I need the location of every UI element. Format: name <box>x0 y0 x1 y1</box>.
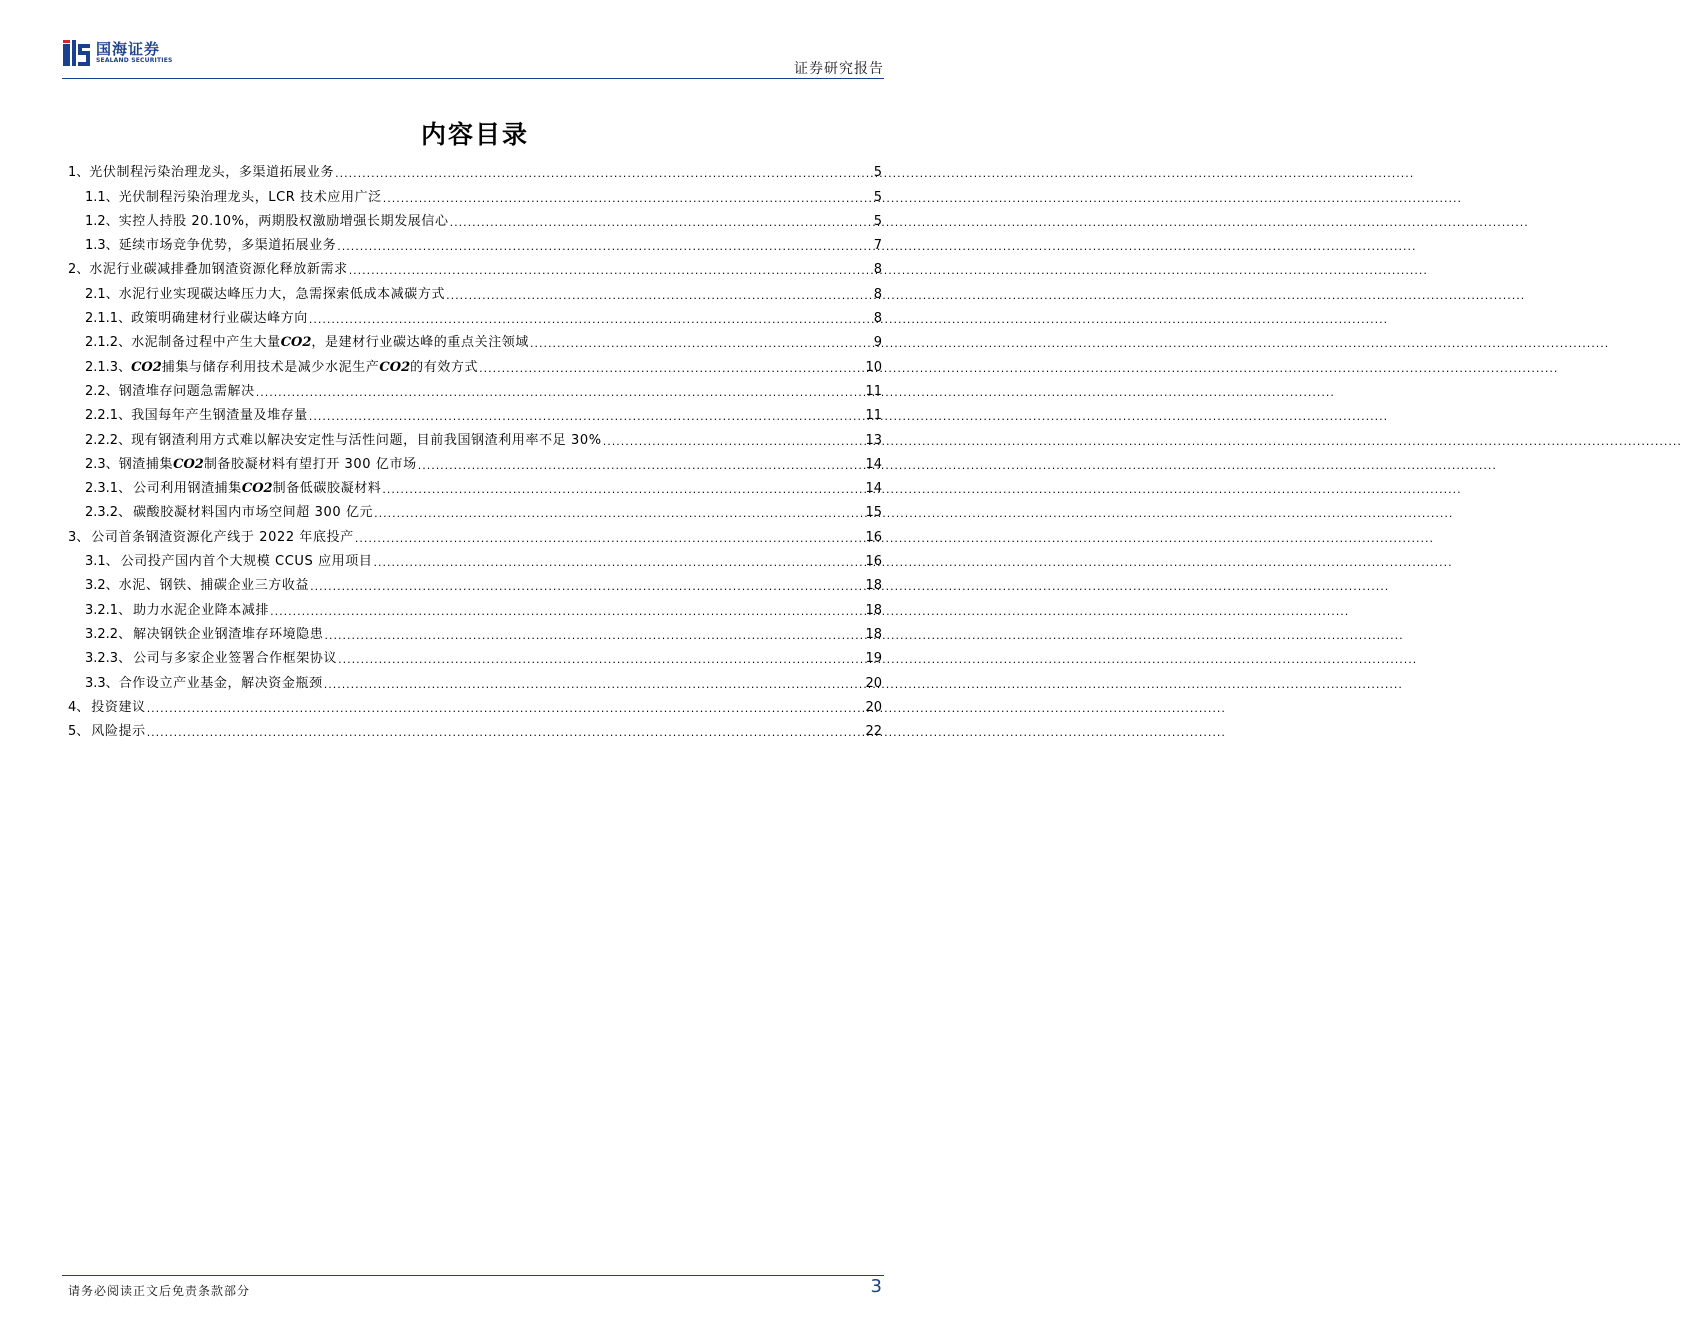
toc-section-number: 2.2、 <box>85 383 119 399</box>
toc-page-number: 10 <box>865 359 882 375</box>
toc-entry[interactable] <box>68 666 882 690</box>
toc-leader-dots <box>335 167 873 180</box>
toc-entry[interactable] <box>68 715 882 739</box>
toc-section-number: 2.1、 <box>85 286 119 302</box>
toc-section-title: 我国每年产生钢渣量及堆存量 <box>131 408 308 424</box>
toc-page-number: 8 <box>873 262 882 278</box>
toc-section-number: 2.2.2、 <box>85 432 132 448</box>
toc-leader-dots <box>324 678 865 691</box>
toc-section-number: 3.2.2、 <box>85 626 132 642</box>
toc-entry[interactable] <box>68 618 882 642</box>
toc-leader-dots <box>450 216 873 229</box>
toc-section-title: 水泥、钢铁、捕碳企业三方收益 <box>118 578 310 594</box>
toc-leader-dots <box>324 629 864 642</box>
toc-formula: CO2 <box>379 359 411 375</box>
toc-section-title: 助力水泥企业降本减排 <box>133 602 270 618</box>
footer-divider <box>62 1275 884 1276</box>
toc-entry[interactable] <box>68 253 882 277</box>
toc-entry[interactable] <box>68 593 882 617</box>
toc-page-number: 13 <box>865 432 882 448</box>
toc-entry[interactable] <box>68 545 882 569</box>
toc-leader-dots <box>309 313 873 326</box>
toc-page-number: 22 <box>865 724 882 740</box>
page-number: 3 <box>870 1276 882 1297</box>
toc-leader-dots <box>603 435 865 448</box>
toc-section-number: 4、 <box>68 699 90 715</box>
toc-leader-dots <box>373 556 864 569</box>
toc-title-part: 的有效方式 <box>410 359 479 375</box>
toc-entry[interactable] <box>68 423 882 447</box>
toc-entry[interactable] <box>68 350 882 374</box>
toc-entry[interactable] <box>68 496 882 520</box>
toc-section-title: 延续市场竞争优势，多渠道拓展业务 <box>118 238 337 254</box>
page-title: 内容目录 <box>420 120 529 149</box>
toc-leader-dots <box>338 653 864 666</box>
toc-section-title: 水泥行业碳减排叠加钢渣资源化释放新需求 <box>89 262 348 278</box>
toc-entry[interactable] <box>68 642 882 666</box>
toc-section-number: 3、 <box>68 529 90 545</box>
toc-page-number: 14 <box>865 481 882 497</box>
toc-entry[interactable] <box>68 326 882 350</box>
toc-section-title: 钢渣堆存问题急需解决 <box>118 383 255 399</box>
toc-entry[interactable] <box>68 399 882 423</box>
toc-section-title: 碳酸胶凝材料国内市场空间超 300 亿元 <box>133 505 374 521</box>
toc-formula: CO2 <box>241 481 273 497</box>
toc-entry[interactable] <box>68 156 882 180</box>
page-header <box>0 0 950 90</box>
toc-section-number: 2、 <box>68 262 90 278</box>
company-logo <box>62 38 173 68</box>
toc-page-number: 19 <box>865 651 882 667</box>
toc-section-title: 公司与多家企业签署合作框架协议 <box>133 651 338 667</box>
toc-title-part: ，是建材行业碳达峰的重点关注领域 <box>311 335 530 351</box>
toc-section-number: 2.3.2、 <box>85 505 132 521</box>
toc-section-number: 2.1.3、 <box>85 359 132 375</box>
toc-entry[interactable] <box>68 229 882 253</box>
toc-entry[interactable] <box>68 302 882 326</box>
toc-section-title: 水泥行业实现碳达峰压力大，急需探索低成本减碳方式 <box>118 286 446 302</box>
toc-section-number: 3.2.1、 <box>85 602 132 618</box>
toc-leader-dots <box>382 483 864 496</box>
toc-section-title <box>131 356 478 375</box>
toc-section-number: 3.1、 <box>85 554 119 570</box>
toc-section-title <box>133 477 381 496</box>
toc-page-number: 9 <box>873 335 882 351</box>
toc-section-number: 2.1.1、 <box>85 311 132 327</box>
toc-page-number: 5 <box>873 213 882 229</box>
toc-section-title: 光伏制程污染治理龙头，LCR 技术应用广泛 <box>118 189 382 205</box>
toc-leader-dots <box>446 289 873 302</box>
toc-leader-dots <box>310 580 864 593</box>
toc-entry[interactable] <box>68 691 882 715</box>
toc-section-number: 1.1、 <box>85 189 119 205</box>
toc-section-number: 1.2、 <box>85 213 119 229</box>
report-type-label: 证券研究报告 <box>794 61 884 77</box>
toc-entry[interactable] <box>68 448 882 472</box>
toc-section-title: 实控人持股 20.10%，两期股权激励增强长期发展信心 <box>118 213 449 229</box>
toc-leader-dots <box>374 507 864 520</box>
toc-page-number: 7 <box>873 238 882 254</box>
toc-title-part: 水泥制备过程中产生大量 <box>131 335 281 351</box>
toc-section-title: 政策明确建材行业碳达峰方向 <box>131 311 308 327</box>
toc-leader-dots <box>147 702 865 715</box>
toc-leader-dots <box>147 726 865 739</box>
toc-page-number: 15 <box>865 505 882 521</box>
toc-leader-dots <box>337 240 872 253</box>
toc-leader-dots <box>530 337 873 350</box>
toc-title-part: 钢渣捕集 <box>118 456 174 472</box>
logo-english-name: SEALAND SECURITIES <box>96 57 173 64</box>
sealand-logo-icon <box>62 38 92 68</box>
header-divider <box>62 78 884 79</box>
toc-section-number: 3.2、 <box>85 578 119 594</box>
toc-entry[interactable] <box>68 180 882 204</box>
disclaimer-text: 请务必阅读正文后免责条款部分 <box>68 1284 251 1298</box>
toc-leader-dots <box>270 605 864 618</box>
toc-page-number: 20 <box>865 699 882 715</box>
toc-leader-dots <box>349 264 873 277</box>
toc-page-number: 18 <box>865 578 882 594</box>
toc-page-number: 18 <box>865 602 882 618</box>
toc-entry[interactable] <box>68 520 882 544</box>
toc-formula: CO2 <box>280 335 312 351</box>
toc-section-number: 2.1.2、 <box>85 335 132 351</box>
toc-page-number: 14 <box>865 456 882 472</box>
toc-section-title: 合作设立产业基金，解决资金瓶颈 <box>118 675 323 691</box>
toc-entry[interactable] <box>68 277 882 301</box>
toc-title-part: 公司利用钢渣捕集 <box>133 481 242 497</box>
toc-leader-dots <box>383 192 873 205</box>
toc-section-title: 现有钢渣利用方式难以解决安定性与活性问题，目前我国钢渣利用率不足 30% <box>131 432 602 448</box>
toc-leader-dots <box>355 532 865 545</box>
toc-page-number: 8 <box>873 286 882 302</box>
toc-section-title <box>131 331 529 350</box>
toc-section-number: 3.3、 <box>85 675 119 691</box>
toc-page-number: 16 <box>865 529 882 545</box>
toc-section-title: 光伏制程污染治理龙头，多渠道拓展业务 <box>89 165 335 181</box>
toc-title-part: 捕集与储存利用技术是减少水泥生产 <box>161 359 380 375</box>
toc-section-title: 公司首条钢渣资源化产线于 2022 年底投产 <box>91 529 354 545</box>
toc-section-number: 3.2.3、 <box>85 651 132 667</box>
toc-section-number: 1、 <box>68 165 90 181</box>
toc-section-title: 解决钢铁企业钢渣堆存环境隐患 <box>133 626 324 642</box>
toc-title-part: 制备胶凝材料有望打开 300 亿市场 <box>203 456 417 472</box>
toc-section-number: 2.2.1、 <box>85 408 132 424</box>
toc-entry[interactable] <box>68 205 882 229</box>
toc-formula: CO2 <box>173 456 204 472</box>
toc-leader-dots <box>309 410 865 423</box>
toc-page-number: 18 <box>865 626 882 642</box>
toc-section-title: 投资建议 <box>91 699 146 715</box>
toc-title-part: 制备低碳胶凝材料 <box>272 481 382 497</box>
toc-page-number: 8 <box>873 311 882 327</box>
toc-entry[interactable] <box>68 569 882 593</box>
toc-page-number: 11 <box>865 408 882 424</box>
table-of-contents <box>68 156 882 739</box>
toc-page-number: 5 <box>873 165 882 181</box>
toc-section-number: 5、 <box>68 724 90 740</box>
toc-section-number: 2.3、 <box>85 456 119 472</box>
toc-section-number: 1.3、 <box>85 238 119 254</box>
toc-entry[interactable] <box>68 472 882 496</box>
toc-leader-dots <box>479 362 864 375</box>
toc-page-number: 11 <box>865 383 882 399</box>
toc-page-number: 5 <box>873 189 882 205</box>
logo-chinese-name: 国海证券 <box>96 40 161 58</box>
toc-section-title: 公司投产国内首个大规模 CCUS 应用项目 <box>120 554 373 570</box>
toc-section-number: 2.3.1、 <box>85 481 132 497</box>
toc-section-title: 风险提示 <box>91 724 146 740</box>
toc-leader-dots <box>418 459 865 472</box>
toc-entry[interactable] <box>68 375 882 399</box>
toc-leader-dots <box>256 386 865 399</box>
toc-formula: CO2 <box>131 359 162 375</box>
toc-page-number: 16 <box>865 554 882 570</box>
toc-section-title <box>119 453 417 472</box>
toc-page-number: 20 <box>865 675 882 691</box>
